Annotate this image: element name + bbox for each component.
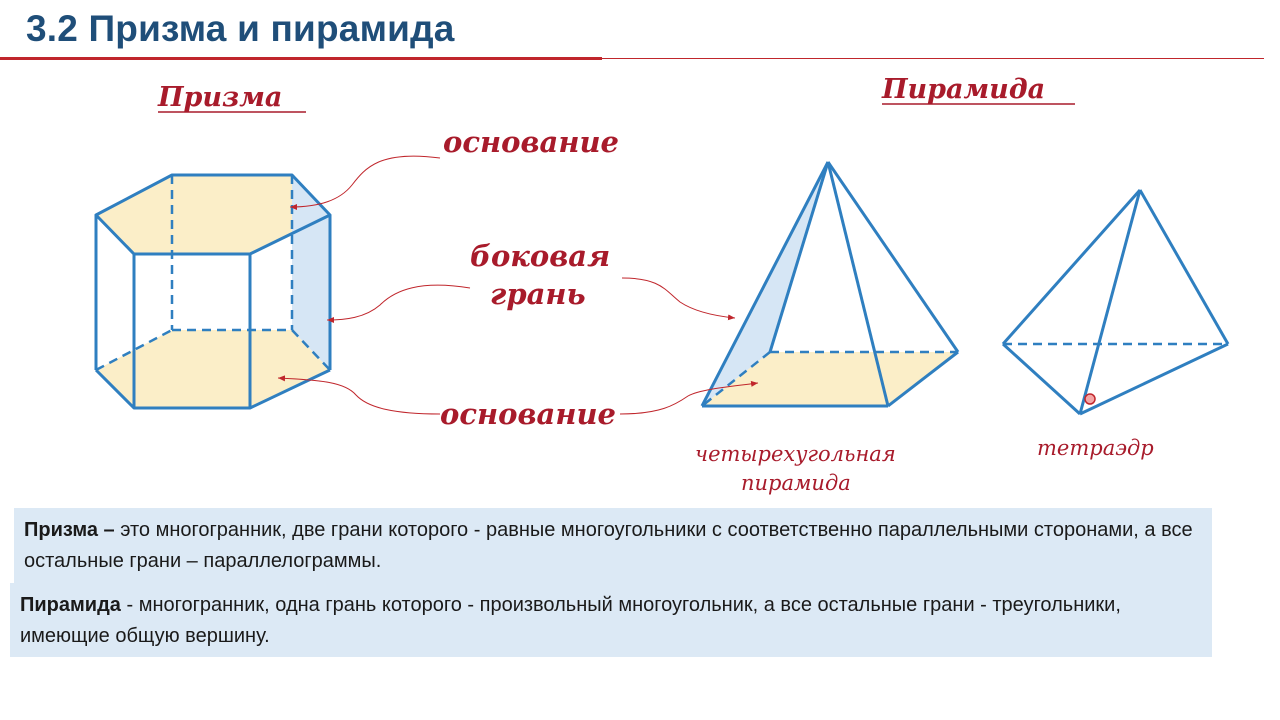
page-title: 3.2 Призма и пирамида <box>26 8 455 49</box>
pyramid-definition-text: - многогранник, одна грань которого - произвольный многоугольник, а все остальные грани - треугольники, имеющие общую вершину. <box>20 594 1121 647</box>
label-quad-pyramid-2: пирамида <box>741 471 851 495</box>
prism-definition-text: это многогранник, две грани которого - равные многоугольники с соответственно параллельными сторонами, а все остальные грани – параллелограммы. <box>24 519 1193 572</box>
cursor-dot <box>1085 394 1095 404</box>
tetrahedron-shape <box>1003 190 1228 414</box>
prism-definition-term: Призма – <box>24 519 115 541</box>
label-quad-pyramid-1: четырехугольная <box>695 442 896 466</box>
label-base-top: основание <box>443 125 619 159</box>
pyramid-definition-term: Пирамида <box>20 594 121 616</box>
prism-title: Призма <box>158 82 283 113</box>
label-base-bottom: основание <box>440 397 616 431</box>
label-tetrahedron: тетраэдр <box>1037 436 1154 460</box>
pyramid-definition <box>10 583 1212 657</box>
label-lateral-face-1: боковая <box>470 239 611 273</box>
prism-definition <box>14 508 1212 583</box>
hexagonal-prism <box>96 175 330 408</box>
pyramid-title: Пирамида <box>882 74 1046 105</box>
quadrilateral-pyramid <box>702 162 958 406</box>
prism-bottom-base <box>96 330 330 408</box>
label-lateral-face-2: грань <box>490 277 586 311</box>
